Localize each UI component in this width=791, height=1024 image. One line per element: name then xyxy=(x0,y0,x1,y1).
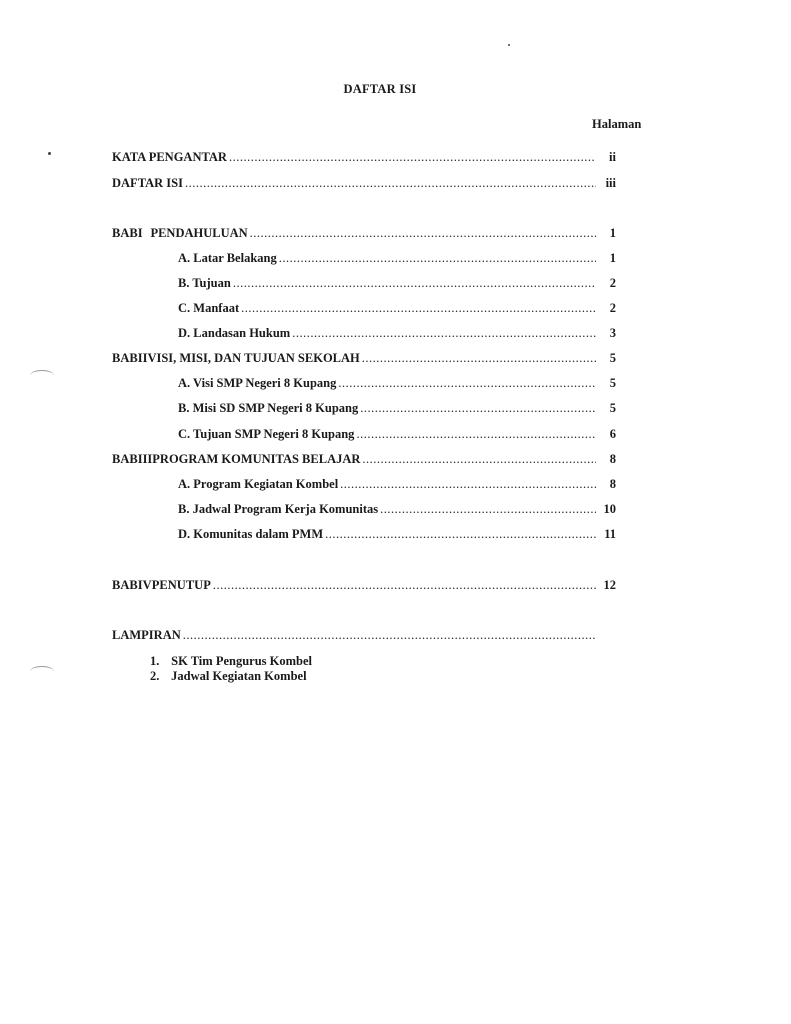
lampiran-list xyxy=(150,654,312,684)
toc-row-section xyxy=(178,477,616,493)
toc-page-number: 2 xyxy=(609,276,616,290)
toc-entry-label: VISI, MISI, DAN TUJUAN SEKOLAH xyxy=(147,351,360,365)
toc-entry-label: D. Komunitas dalam PMM xyxy=(178,527,324,541)
toc-page-number: 6 xyxy=(609,427,616,441)
bab-number: III xyxy=(137,452,153,466)
toc-entry-label: C. Manfaat xyxy=(178,301,240,315)
toc-page-number: 1 xyxy=(609,251,616,265)
toc-entry-label: B. Jadwal Program Kerja Komunitas xyxy=(178,502,379,516)
toc-entry-label: LAMPIRAN xyxy=(112,628,181,642)
toc-page-number: 8 xyxy=(609,477,616,491)
toc-page-number: 10 xyxy=(603,502,616,516)
toc-page-number: 2 xyxy=(609,301,616,315)
toc-row-kata-pengantar xyxy=(112,150,616,166)
dot-leader xyxy=(362,452,596,467)
toc-entry-label: KATA PENGANTAR xyxy=(112,150,227,164)
toc-row-section xyxy=(178,301,616,317)
toc-entry-label: DAFTAR ISI xyxy=(112,176,183,190)
toc-page-number: 11 xyxy=(604,527,616,541)
toc-page-number: 5 xyxy=(609,401,616,415)
bab-label: BAB xyxy=(112,578,138,592)
list-number: 2. xyxy=(150,669,160,683)
dot-leader xyxy=(340,477,596,492)
toc-row-lampiran xyxy=(112,628,616,644)
toc-entry-label: A. Latar Belakang xyxy=(178,251,277,265)
toc-entry-label: C. Tujuan SMP Negeri 8 Kupang xyxy=(178,427,355,441)
toc-row-bab-3 xyxy=(112,452,616,468)
toc-row-bab-2 xyxy=(112,351,616,367)
toc-page-number: 12 xyxy=(603,578,616,592)
scan-speck xyxy=(48,152,51,155)
toc-row-section xyxy=(178,276,616,292)
toc-entry-label: PENUTUP xyxy=(151,578,211,592)
bab-number: IV xyxy=(137,578,152,592)
toc-row-section xyxy=(178,376,616,392)
dot-leader xyxy=(241,301,596,316)
list-item xyxy=(150,654,312,669)
dot-leader xyxy=(250,226,596,241)
toc-row-section xyxy=(178,401,616,417)
bab-number: II xyxy=(137,351,148,365)
toc-entry-label: A. Visi SMP Negeri 8 Kupang xyxy=(178,376,337,390)
bab-label: BAB xyxy=(112,452,138,466)
toc-entry-label: PROGRAM KOMUNITAS BELAJAR xyxy=(152,452,361,466)
list-number: 1. xyxy=(150,654,160,668)
toc-page-number: 8 xyxy=(609,452,616,466)
toc-row-section xyxy=(178,527,616,543)
toc-row-bab-4 xyxy=(112,578,616,594)
dot-leader xyxy=(362,351,596,366)
bab-label: BAB xyxy=(112,226,138,240)
toc-entry-label: B. Tujuan xyxy=(178,276,231,290)
dot-leader xyxy=(325,527,596,542)
toc-row-section xyxy=(178,326,616,342)
dot-leader xyxy=(338,376,596,391)
dot-leader xyxy=(380,502,596,517)
toc-row-section xyxy=(178,502,616,518)
toc-entry-label: PENDAHULUAN xyxy=(150,226,248,240)
halaman-column-label: Halaman xyxy=(592,117,642,131)
bab-number: I xyxy=(137,226,143,240)
toc-entry-label: D. Landasan Hukum xyxy=(178,326,291,340)
dot-leader xyxy=(213,578,596,593)
toc-entry-label: B. Misi SD SMP Negeri 8 Kupang xyxy=(178,401,359,415)
dot-leader xyxy=(185,176,596,191)
scan-speck xyxy=(508,44,510,46)
dot-leader xyxy=(279,251,596,266)
toc-page-number: 3 xyxy=(609,326,616,340)
toc-page-number: 5 xyxy=(609,351,616,365)
bab-label: BAB xyxy=(112,351,138,365)
toc-row-section xyxy=(178,251,616,267)
dot-leader xyxy=(233,276,596,291)
list-item-label: SK Tim Pengurus Kombel xyxy=(171,654,313,668)
scan-mark xyxy=(30,666,54,677)
toc-page-number: 1 xyxy=(609,226,616,240)
dot-leader xyxy=(356,427,596,442)
toc-entry-label: A. Program Kegiatan Kombel xyxy=(178,477,339,491)
dot-leader xyxy=(292,326,596,341)
page-title: DAFTAR ISI xyxy=(343,82,417,96)
list-item-label: Jadwal Kegiatan Kombel xyxy=(171,669,307,683)
dot-leader xyxy=(360,401,596,416)
toc-page-number: ii xyxy=(609,150,616,164)
toc-row-section xyxy=(178,427,616,443)
scan-mark xyxy=(30,370,54,381)
toc-row-bab-1 xyxy=(112,226,616,242)
dot-leader xyxy=(183,628,596,643)
toc-page-number: 5 xyxy=(609,376,616,390)
toc-page-number: iii xyxy=(605,176,616,190)
dot-leader xyxy=(229,150,596,165)
toc-row-daftar-isi xyxy=(112,176,616,192)
list-item xyxy=(150,669,312,684)
